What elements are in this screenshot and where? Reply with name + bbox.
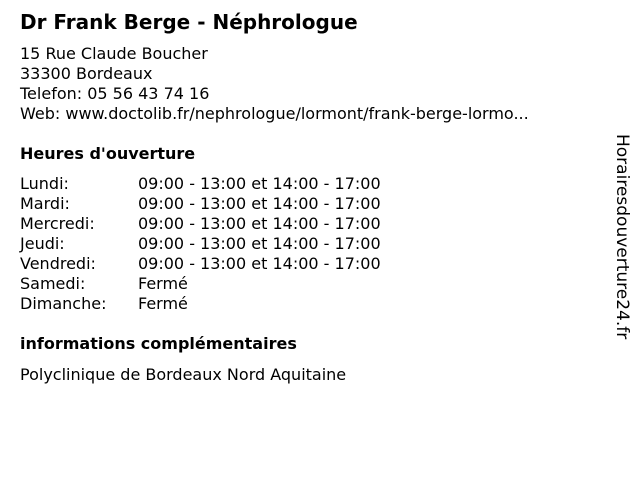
opening-hours-table xyxy=(20,174,440,314)
hours-row-saturday xyxy=(20,274,440,294)
day-label: Dimanche: xyxy=(20,294,107,313)
hours-row-thursday xyxy=(20,234,440,254)
day-label: Mercredi: xyxy=(20,214,95,233)
address-street: 15 Rue Claude Boucher xyxy=(20,44,208,63)
hours-row-friday xyxy=(20,254,440,274)
hours-row-wednesday xyxy=(20,214,440,234)
hours-value: Fermé xyxy=(138,294,188,313)
additional-info-text: Polyclinique de Bordeaux Nord Aquitaine xyxy=(20,365,347,384)
hours-value: 09:00 - 13:00 et 14:00 - 17:00 xyxy=(138,254,381,273)
day-label: Vendredi: xyxy=(20,254,96,273)
hours-value: 09:00 - 13:00 et 14:00 - 17:00 xyxy=(138,174,381,193)
day-label: Mardi: xyxy=(20,194,70,213)
hours-row-tuesday xyxy=(20,194,440,214)
hours-row-monday xyxy=(20,174,440,194)
hours-value: 09:00 - 13:00 et 14:00 - 17:00 xyxy=(138,234,381,253)
additional-info-heading: informations complémentaires xyxy=(20,334,297,353)
opening-hours-heading: Heures d'ouverture xyxy=(20,144,196,163)
site-watermark: Horairesdouverture24.fr xyxy=(612,134,632,340)
day-label: Samedi: xyxy=(20,274,86,293)
website-link[interactable]: Web: www.doctolib.fr/nephrologue/lormont/frank-berge-lormo... xyxy=(20,104,529,123)
hours-row-sunday xyxy=(20,294,440,314)
page-title: Dr Frank Berge - Néphrologue xyxy=(20,10,358,34)
contact-block xyxy=(20,44,529,124)
phone-number: Telefon: 05 56 43 74 16 xyxy=(20,84,210,103)
day-label: Jeudi: xyxy=(20,234,65,253)
day-label: Lundi: xyxy=(20,174,69,193)
hours-value: Fermé xyxy=(138,274,188,293)
hours-value: 09:00 - 13:00 et 14:00 - 17:00 xyxy=(138,214,381,233)
address-city: 33300 Bordeaux xyxy=(20,64,153,83)
hours-value: 09:00 - 13:00 et 14:00 - 17:00 xyxy=(138,194,381,213)
